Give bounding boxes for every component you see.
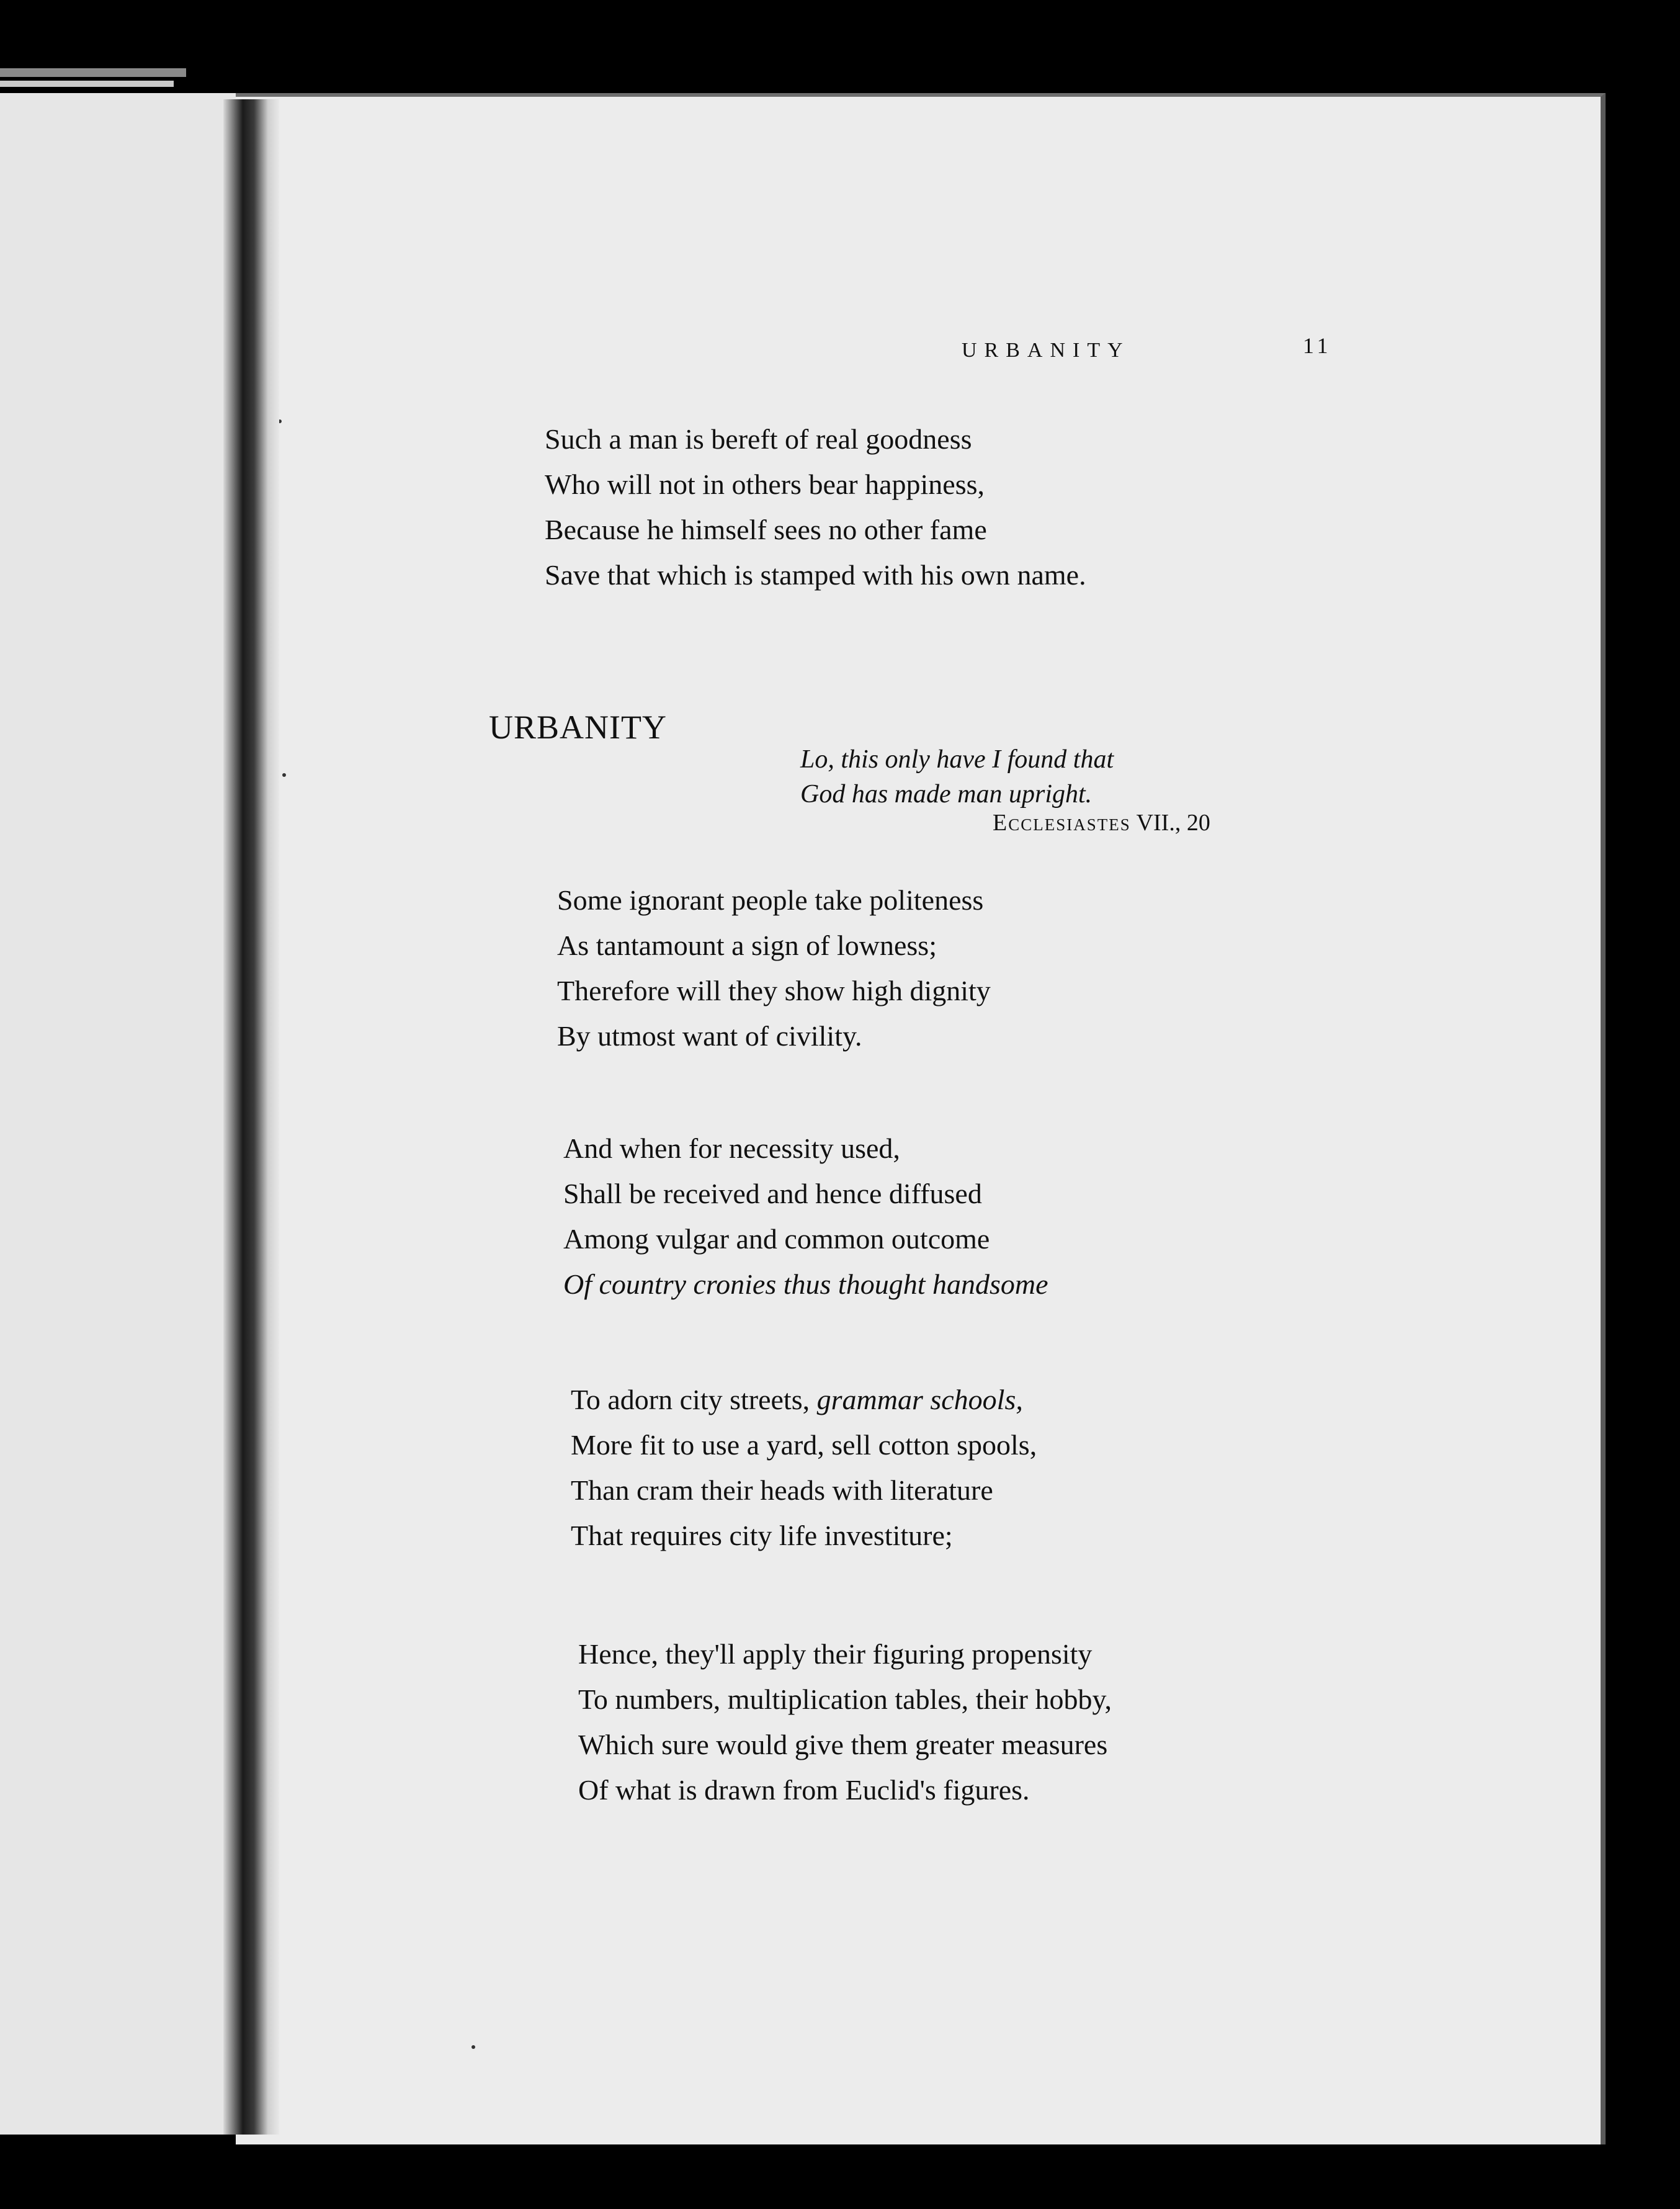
right-page bbox=[236, 93, 1606, 2144]
verse-line: Than cram their heads with literature bbox=[571, 1474, 993, 1506]
stanza-3 bbox=[571, 1377, 1037, 1558]
left-page-edge bbox=[0, 81, 174, 87]
verse-line: Some ignorant people take politeness bbox=[557, 884, 984, 916]
verse-line: Which sure would give them greater measures bbox=[578, 1729, 1108, 1760]
book-gutter bbox=[223, 99, 279, 2135]
verse-line: More fit to use a yard, sell cotton spools, bbox=[571, 1429, 1037, 1461]
verse-line: Who will not in others bear happiness, bbox=[545, 468, 985, 500]
verse-line: Among vulgar and common outcome bbox=[563, 1223, 990, 1255]
verse-line: Hence, they'll apply their figuring propensity bbox=[578, 1638, 1092, 1670]
verse-line: Because he himself sees no other fame bbox=[545, 514, 987, 545]
citation-ref: VII., 20 bbox=[1136, 810, 1210, 836]
stanza-4 bbox=[578, 1631, 1112, 1812]
verse-text: To adorn city streets, bbox=[571, 1384, 817, 1415]
paper-speck bbox=[282, 773, 286, 777]
page-content bbox=[236, 97, 1601, 2144]
stanza-2 bbox=[563, 1126, 1048, 1307]
stanza-1 bbox=[557, 877, 991, 1059]
verse-line: That requires city life investiture; bbox=[571, 1520, 953, 1551]
epigraph-line: God has made man upright. bbox=[800, 780, 1092, 809]
verse-line bbox=[571, 1377, 1037, 1422]
epigraph-citation bbox=[993, 809, 1210, 836]
top-stanza bbox=[545, 416, 1086, 598]
epigraph-line: Lo, this only have I found that bbox=[800, 745, 1114, 774]
verse-line: To numbers, multiplication tables, their hobby, bbox=[578, 1683, 1112, 1715]
paper-speck bbox=[471, 2045, 475, 2049]
verse-line: Of what is drawn from Euclid's figures. bbox=[578, 1774, 1030, 1806]
left-page-edge bbox=[0, 68, 186, 77]
verse-text-italic: grammar schools, bbox=[816, 1384, 1023, 1415]
epigraph bbox=[800, 742, 1114, 812]
verse-line: And when for necessity used, bbox=[563, 1132, 900, 1164]
running-head: URBANITY bbox=[962, 339, 1130, 362]
verse-line: Therefore will they show high dignity bbox=[557, 975, 991, 1006]
verse-line: By utmost want of civility. bbox=[557, 1020, 862, 1052]
citation-book: Ecclesiastes bbox=[993, 810, 1131, 836]
verse-line: Shall be received and hence diffused bbox=[563, 1178, 982, 1209]
verse-line: Such a man is bereft of real goodness bbox=[545, 423, 972, 455]
page-number: 11 bbox=[1303, 333, 1332, 358]
verse-line: Save that which is stamped with his own name. bbox=[545, 559, 1086, 591]
poem-title: URBANITY bbox=[489, 709, 667, 746]
verse-line: Of country cronies thus thought handsome bbox=[563, 1268, 1048, 1300]
verse-line: As tantamount a sign of lowness; bbox=[557, 930, 937, 961]
